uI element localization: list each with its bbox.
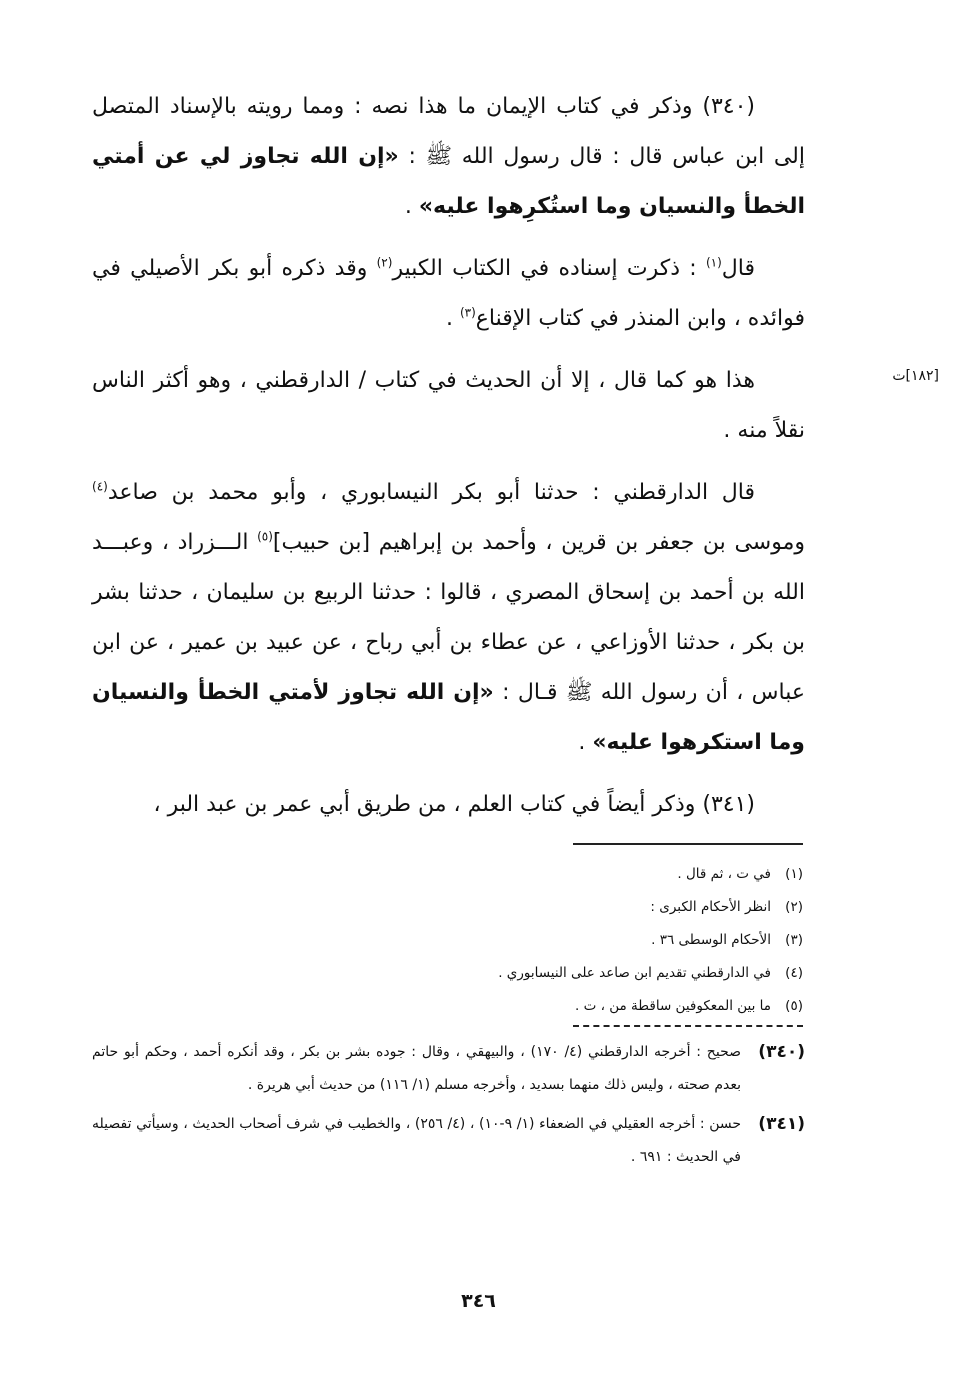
- paragraph-daraqutni-note: هذا هو كما قال ، إلا أن الحديث في كتاب / الدارقطني ، وهو أكثر الناس نقلاً منه .: [92, 368, 805, 443]
- footnote-ref[interactable]: (١): [705, 255, 722, 270]
- paragraph-text: قال الدارقطني : حدثنا أبو بكر النيسابوري ، وأبو محمد بن صاعد: [107, 480, 755, 505]
- hadith-quote: «إن الله تجاوز لأمتي الخطأ والنسيان وما استكرهوا عليه»: [92, 680, 805, 755]
- takhrij-divider: [573, 1025, 803, 1027]
- paragraph-text: قال: [721, 256, 755, 281]
- paragraph-340: [92, 82, 805, 232]
- takhrij-number: (٣٤١): [758, 1114, 805, 1134]
- paragraph-daraqutni-isnad: [92, 468, 805, 768]
- takhrij-number: (٣٤٠): [758, 1042, 805, 1062]
- footnote-item: [92, 990, 805, 1023]
- footnote-number: (٢): [785, 899, 803, 915]
- manuscript-page-marker: [١٨٢]ت: [892, 368, 939, 384]
- paragraph-text: وقد ذكره أبو بكر الأصيلي في فوائده ، وابن المنذر في كتاب الإقناع: [92, 256, 805, 331]
- paragraph-text: .: [404, 194, 419, 219]
- hadith-quote: «إن الله تجاوز لي عن أمتي الخطأ والنسيان وما استُكرِهوا عليه»: [92, 144, 805, 219]
- paragraph-text: : ذكرت إسناده في الكتاب الكبير: [392, 256, 706, 281]
- footnote-ref[interactable]: (٥): [257, 529, 273, 544]
- footnotes-list: [92, 858, 805, 1023]
- footnote-text: في ت ، ثم قال .: [677, 866, 771, 882]
- paragraph-341: (٣٤١) وذكر أيضاً في كتاب العلم ، من طريق أبي عمر بن عبد البر ،: [153, 792, 755, 817]
- takhrij-item: [92, 1108, 805, 1174]
- takhrij-notes: [92, 1036, 805, 1180]
- footnote-number: (٥): [785, 998, 803, 1014]
- footnote-text: الأحكام الوسطى ٣٦ .: [651, 932, 771, 948]
- footnote-number: (٤): [785, 965, 803, 981]
- footnote-item: [92, 924, 805, 957]
- footnote-text: في الدارقطني تقديم ابن صاعد على النيسابوري .: [498, 965, 771, 981]
- takhrij-item: [92, 1036, 805, 1102]
- footnote-ref[interactable]: (٤): [92, 479, 108, 494]
- footnote-item: [92, 891, 805, 924]
- footnote-item: [92, 957, 805, 990]
- footnote-ref[interactable]: (٢): [376, 255, 393, 270]
- page-number: ٣٤٦: [461, 1290, 496, 1312]
- footnote-divider: [573, 843, 803, 845]
- takhrij-text: صحيح : أخرجه الدارقطني (٤/ ١٧٠) ، والبيهقي ، وقال : جوده بشر بن بكر ، وقد أنكره أحمد ، وحكم أبو حاتم بعدم صحته ، وليس ذلك منهما بسديد ، وأخرجه مسلم (١/ ١١٦) من حديث أبي هريرة .: [92, 1044, 741, 1093]
- footnote-item: [92, 858, 805, 891]
- paragraph-text: .: [445, 306, 460, 331]
- paragraph-text: وموسى بن جعفر بن قرين ، وأحمد بن إبراهيم [بن حبيب]: [272, 530, 805, 555]
- footnote-ref[interactable]: (٣): [459, 305, 476, 320]
- footnote-number: (٣): [785, 932, 803, 948]
- footnote-text: ما بين المعكوفين ساقطة من ، ت .: [575, 998, 771, 1014]
- main-text: [92, 82, 805, 842]
- paragraph-isnad-note: [92, 244, 805, 344]
- takhrij-text: حسن : أخرجه العقيلي في الضعفاء (١/ ٩-١٠) ، (٤/ ٢٥٦) ، والخطيب في شرف أصحاب الحديث ، وسيأتي تفصيله في الحديث : ٦٩١ .: [92, 1116, 741, 1165]
- footnote-text: انظر الأحكام الكبرى :: [650, 899, 771, 915]
- footnote-number: (١): [785, 866, 803, 882]
- paragraph-text: .: [578, 730, 593, 755]
- paragraph-text: (٣٤٠) وذكر في كتاب الإيمان ما هذا نصه : ومما رويته بالإسناد المتصل إلى ابن عباس قال : قال رسول الله ﷺ :: [92, 94, 805, 169]
- paragraph-text: الـــزراد ، وعبـــد الله بن أحمد بن إسحاق المصري ، قالوا : حدثنا الربيع بن سليمان ، حدثنا بشر بن بكر ، حدثنا الأوزاعي ، عن عطاء بن أبي رباح ، عن عبيد بن عمير ، عن ابن عباس ، أن رسول الله ﷺ قـال :: [92, 530, 806, 705]
